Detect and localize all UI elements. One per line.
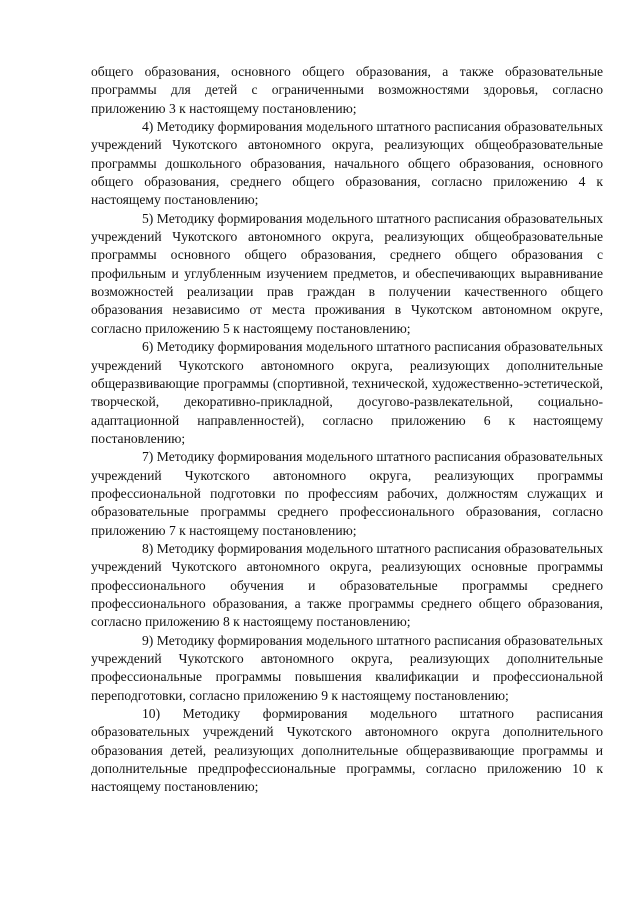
paragraph-item-4: 4) Методику формирования модельного штатного расписания образовательных учреждений Чукотского автономного округа, реализующих общеобразовательные программы дошкольного образования, начального общего образования, основного общего образования, среднего общего образования, согласно приложению 4 к настоящему постановлению; [91,119,603,208]
paragraph-item-7: 7) Методику формирования модельного штатного расписания образовательных учреждений Чукотского автономного округа, реализующих программы профессиональной подготовки по профессиям рабочих, должностям служащих и образовательные программы среднего профессионального образования, согласно приложению 7 к настоящему постановлению; [91,449,603,538]
paragraph-item-10: 10) Методику формирования модельного штатного расписания образовательных учреждений Чукотского автономного округа дополнительного образования детей, реализующих дополнительные общеразвивающие программы и дополнительные предпрофессиональные программы, согласно приложению 10 к настоящему постановлению; [91,706,603,795]
paragraph-continued: общего образования, основного общего образования, а также образовательные программы для детей с ограниченными возможностями здоровья, согласно приложению 3 к настоящему постановлению; [91,64,603,116]
document-page [91,63,603,797]
paragraph-item-6: 6) Методику формирования модельного штатного расписания образовательных учреждений Чукотского автономного округа, реализующих дополнительные общеразвивающие программы (спортивной, технической, художественно-эстетической, творческой, декоративно-прикладной, досугово-развлекательной, социально-адаптационной направленностей), согласно приложению 6 к настоящему постановлению; [91,339,603,446]
paragraph-item-8: 8) Методику формирования модельного штатного расписания образовательных учреждений Чукотского автономного округа, реализующих основные программы профессионального обучения и образовательные программы среднего профессионального образования, а также программы среднего общего образования, согласно приложению 8 к настоящему постановлению; [91,540,603,630]
paragraph-item-9: 9) Методику формирования модельного штатного расписания образовательных учреждений Чукотского автономного округа, реализующих дополнительные профессиональные программы повышения квалификации и профессиональной переподготовки, согласно приложению 9 к настоящему постановлению; [91,632,603,703]
paragraph-item-5: 5) Методику формирования модельного штатного расписания образовательных учреждений Чукотского автономного округа, реализующих общеобразовательные программы основного общего образования, среднего общего образования с профильным и углубленным изучением предметов, и обеспечивающих выравнивание возможностей реализации прав граждан в получении качественного общего образования независимо от места проживания в Чукотском автономном округе, согласно приложению 5 к настоящему постановлению; [91,210,603,336]
